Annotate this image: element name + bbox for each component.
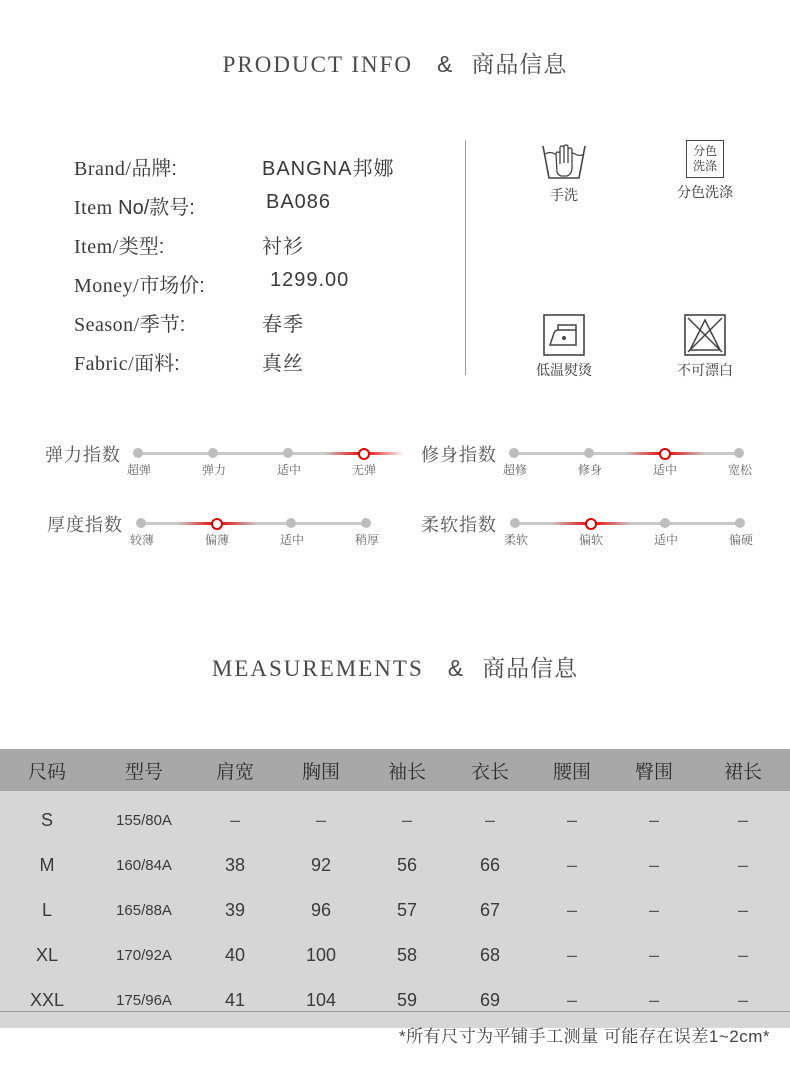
scale-title: 柔软指数: [421, 515, 497, 535]
scale-dot: [286, 518, 296, 528]
scale-dot-selected: [358, 448, 370, 460]
table-header-cell: 衣长: [470, 761, 509, 783]
info-value: 真丝: [262, 353, 304, 375]
scale-dot-selected: [585, 518, 597, 530]
scale-dot: [361, 518, 371, 528]
table-cell: –: [737, 900, 748, 920]
table-cell: 68: [479, 945, 501, 965]
info-value: 衬衫: [262, 236, 304, 258]
table-cell: –: [566, 900, 577, 920]
scale-dot: [660, 518, 670, 528]
table-cell: –: [648, 810, 659, 830]
table-cell: 66: [479, 855, 501, 875]
care-no-bleach: [650, 313, 760, 380]
table-cell: L: [41, 900, 52, 920]
measurement-footnote: *所有尺寸为平铺手工测量 可能存在误差1~2cm*: [399, 1027, 770, 1046]
hand-wash-icon: [539, 140, 589, 182]
table-cell: 165/88A: [116, 902, 172, 919]
scale-tick-label: 修身: [577, 463, 602, 477]
scale-dot: [734, 448, 744, 458]
table-cell: –: [648, 990, 659, 1010]
scale-tick-label: 无弹: [351, 463, 376, 477]
table-cell: 67: [479, 900, 501, 920]
table-cell: 160/84A: [116, 857, 172, 874]
table-cell: 58: [396, 945, 418, 965]
size-table: [0, 749, 790, 1028]
table-cell: 92: [310, 855, 332, 875]
table-cell: 155/80A: [116, 812, 172, 829]
table-header-row: [0, 749, 790, 791]
scale-tick-label: 适中: [276, 463, 301, 477]
scale-dot-selected: [211, 518, 223, 530]
product-info-title: PRODUCT INFO & 商品信息: [222, 51, 568, 77]
table-header-cell: 胸围: [301, 761, 340, 783]
scale-tick-label: 稍厚: [354, 533, 379, 547]
table-cell: –: [737, 945, 748, 965]
info-label: Fabric/面料:: [74, 353, 180, 375]
table-cell: XL: [35, 945, 59, 965]
table-cell: 39: [224, 900, 246, 920]
scale-tick-label: 适中: [652, 463, 677, 477]
table-cell: –: [737, 990, 748, 1010]
table-cell: –: [648, 855, 659, 875]
table-bottom-line: [0, 1011, 790, 1012]
table-header-cell: 裙长: [723, 761, 762, 783]
table-cell: –: [648, 945, 659, 965]
table-cell: –: [484, 810, 495, 830]
table-cell: 40: [224, 945, 246, 965]
scale-dot: [509, 448, 519, 458]
table-cell: M: [39, 855, 55, 875]
scale-title: 弹力指数: [45, 445, 121, 465]
table-cell: 41: [224, 990, 246, 1010]
table-cell: 175/96A: [116, 992, 172, 1009]
table-cell: –: [566, 945, 577, 965]
scale-dot: [283, 448, 293, 458]
table-row: [0, 933, 790, 978]
scale-tick-label: 适中: [653, 533, 678, 547]
info-value: 1299.00: [270, 269, 350, 291]
scale-tick-label: 宽松: [727, 463, 752, 477]
table-cell: –: [566, 855, 577, 875]
scale-dot-selected: [659, 448, 671, 460]
info-label: Item/类型:: [74, 236, 165, 258]
scale-dot: [735, 518, 745, 528]
table-cell: –: [315, 810, 326, 830]
table-header-cell: 臀围: [634, 761, 673, 783]
care-wash-separately: [650, 140, 760, 202]
table-cell: 69: [479, 990, 501, 1010]
table-cell: –: [566, 990, 577, 1010]
scale-tick-label: 偏软: [578, 533, 603, 547]
low-temp-iron-icon: [542, 313, 586, 357]
scale-tick-label: 超修: [502, 463, 527, 477]
table-cell: 170/92A: [116, 947, 172, 964]
table-header-cell: 型号: [124, 761, 163, 783]
table-cell: 100: [305, 945, 337, 965]
care-hand-wash: [509, 140, 619, 205]
table-cell: –: [229, 810, 240, 830]
care-label: 低温熨烫: [536, 362, 592, 378]
table-header-cell: 袖长: [387, 761, 426, 783]
scale-tick-label: 适中: [279, 533, 304, 547]
table-cell: –: [737, 855, 748, 875]
info-label: Season/季节:: [74, 314, 186, 336]
scale-title: 修身指数: [421, 445, 497, 465]
scale-tick-label: 柔软: [503, 533, 528, 547]
measurements-title: MEASUREMENTS & 商品信息: [211, 655, 579, 681]
table-cell: 57: [396, 900, 418, 920]
table-header-cell: 腰围: [552, 761, 591, 783]
table-cell: 59: [396, 990, 418, 1010]
info-value: BANGNA邦娜: [262, 158, 395, 180]
table-row: [0, 888, 790, 933]
care-label: 手洗: [550, 187, 578, 203]
table-cell: XXL: [29, 990, 65, 1010]
table-cell: 104: [305, 990, 337, 1010]
scale-tick-label: 较薄: [129, 533, 154, 547]
scale-dot: [136, 518, 146, 528]
scale-title: 厚度指数: [47, 515, 123, 535]
table-cell: 38: [224, 855, 246, 875]
scale-tick-label: 弹力: [201, 463, 226, 477]
scale-dot: [584, 448, 594, 458]
table-header-cell: 尺码: [27, 761, 66, 783]
table-cell: –: [566, 810, 577, 830]
vertical-divider: [465, 140, 466, 375]
wash-separately-icon: 分色 洗涤: [686, 140, 724, 178]
table-cell: 96: [310, 900, 332, 920]
care-label: 不可漂白: [677, 362, 733, 378]
no-bleach-icon: [683, 313, 727, 357]
care-label: 分色洗涤: [677, 184, 733, 200]
table-row: [0, 843, 790, 888]
table-cell: 56: [396, 855, 418, 875]
scale-tick-label: 超弹: [126, 463, 151, 477]
care-low-temp-iron: [509, 313, 619, 380]
table-header-cell: 肩宽: [215, 761, 254, 783]
table-cell: –: [401, 810, 412, 830]
scale-tick-label: 偏薄: [204, 533, 229, 547]
info-label: Money/市场价:: [74, 275, 205, 297]
info-label: Brand/品牌:: [74, 158, 177, 180]
info-value: 春季: [262, 314, 304, 336]
table-cell: –: [737, 810, 748, 830]
scale-dot: [208, 448, 218, 458]
table-row: [0, 978, 790, 1028]
info-value: BA086: [266, 191, 332, 213]
scale-tick-label: 偏硬: [728, 533, 753, 547]
table-cell: –: [648, 900, 659, 920]
scale-dot: [133, 448, 143, 458]
table-row: [0, 791, 790, 843]
info-label: Item No/款号:: [74, 197, 195, 219]
table-cell: S: [40, 810, 53, 830]
scale-dot: [510, 518, 520, 528]
